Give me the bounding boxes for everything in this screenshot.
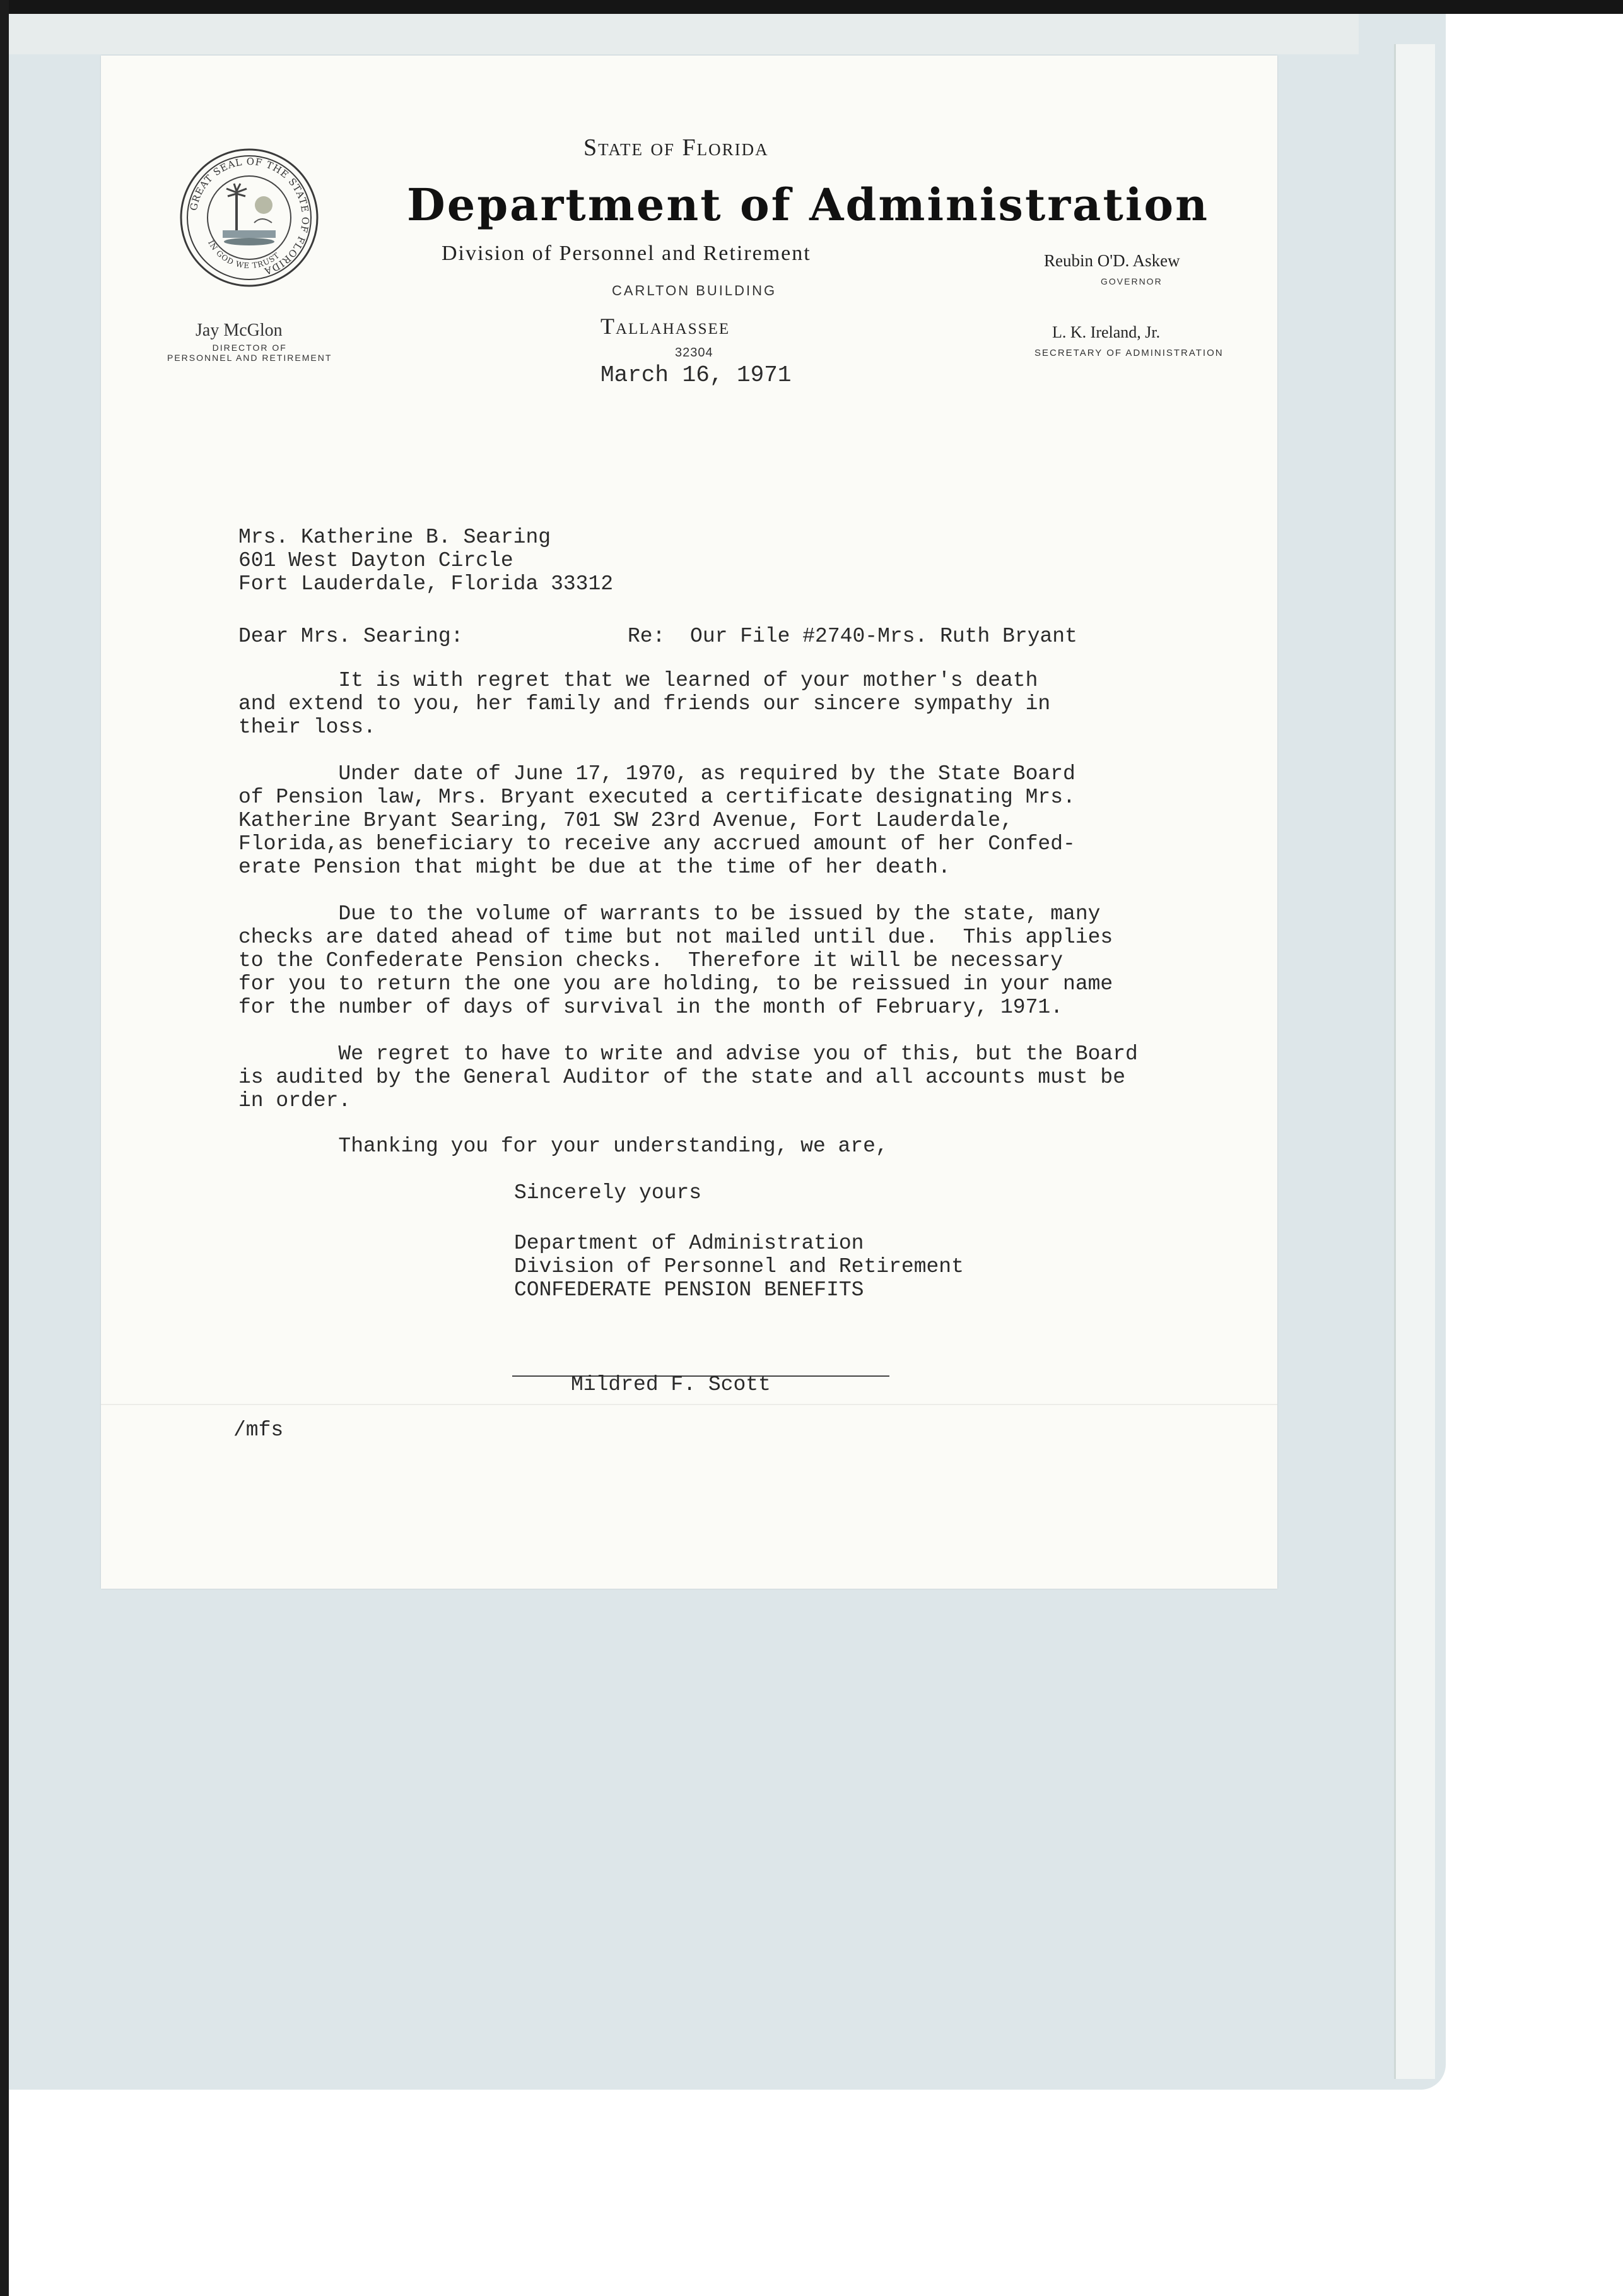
- seal-motto: IN GOD WE TRUST: [206, 238, 282, 271]
- scanner-edge-left: [0, 0, 9, 2296]
- letterhead-city: Tallahassee: [601, 314, 730, 339]
- body-paragraph-2: Under date of June 17, 1970, as required by the State Board of Pension law, Mrs. Bryant executed a certificate designating Mrs. Katherine Bryant Searing, 701 SW 23rd Avenue, Fort Lauderdale, Florida,as beneficiary to receive any accrued amount of her Confed- erate Pension that might be due at the time of her death.: [238, 762, 1075, 879]
- seal-outer-text: GREAT SEAL OF THE STATE OF FLORIDA: [187, 155, 312, 278]
- reference-line: Re: Our File #2740-Mrs. Ruth Bryant: [628, 625, 1077, 648]
- florida-seal-icon: [179, 147, 320, 288]
- director-title: [167, 343, 332, 363]
- signature-block: Department of Administration Division of Personnel and Retirement CONFEDERATE PENSION BENEFITS: [514, 1232, 964, 1302]
- body-paragraph-3: Due to the volume of warrants to be issued by the state, many checks are dated ahead of time but not mailed until due. This applies to the Confederate Pension checks. Therefore it will be necessary for you to return the one you are holding, to be reissued in your name for the number of days of survival in the month of February, 1971.: [238, 902, 1113, 1019]
- letterhead-zip: 32304: [675, 346, 713, 360]
- body-paragraph-5: Thanking you for your understanding, we are,: [238, 1134, 888, 1158]
- body-paragraph-1: It is with regret that we learned of your mother's death and extend to you, her family and friends our sincere sympathy in their loss.: [238, 669, 1051, 739]
- letterhead-division: Division of Personnel and Retirement: [442, 242, 811, 265]
- letterhead-state: State of Florida: [583, 134, 769, 161]
- closing: Sincerely yours: [514, 1181, 702, 1204]
- director-title-line-2: PERSONNEL AND RETIREMENT: [167, 353, 332, 363]
- letter-date: March 16, 1971: [601, 362, 792, 388]
- signer-name: Mildred F. Scott: [571, 1373, 771, 1396]
- governor-name: Reubin O'D. Askew: [1044, 251, 1180, 270]
- director-title-line-1: DIRECTOR OF: [212, 343, 287, 353]
- recipient-address: Mrs. Katherine B. Searing 601 West Dayton Circle Fort Lauderdale, Florida 33312: [238, 526, 614, 596]
- typist-initials: /mfs: [233, 1418, 284, 1442]
- letterhead-building: CARLTON BUILDING: [612, 283, 777, 298]
- scanner-edge-top: [0, 0, 1623, 14]
- secretary-name: L. K. Ireland, Jr.: [1052, 323, 1161, 341]
- director-name: Jay McGlon: [196, 321, 283, 340]
- governor-title: GOVERNOR: [1101, 276, 1163, 286]
- salutation: Dear Mrs. Searing:: [238, 625, 464, 648]
- backing-card-strip: [1394, 44, 1435, 2079]
- secretary-title: SECRETARY OF ADMINISTRATION: [1034, 348, 1224, 358]
- backing-card-band: [9, 14, 1359, 54]
- paper-fold-line: [101, 1404, 1277, 1405]
- letterhead-department: Department of Administration: [407, 179, 1210, 231]
- body-paragraph-4: We regret to have to write and advise you of this, but the Board is audited by the General Auditor of the state and all accounts must be in order.: [238, 1042, 1138, 1112]
